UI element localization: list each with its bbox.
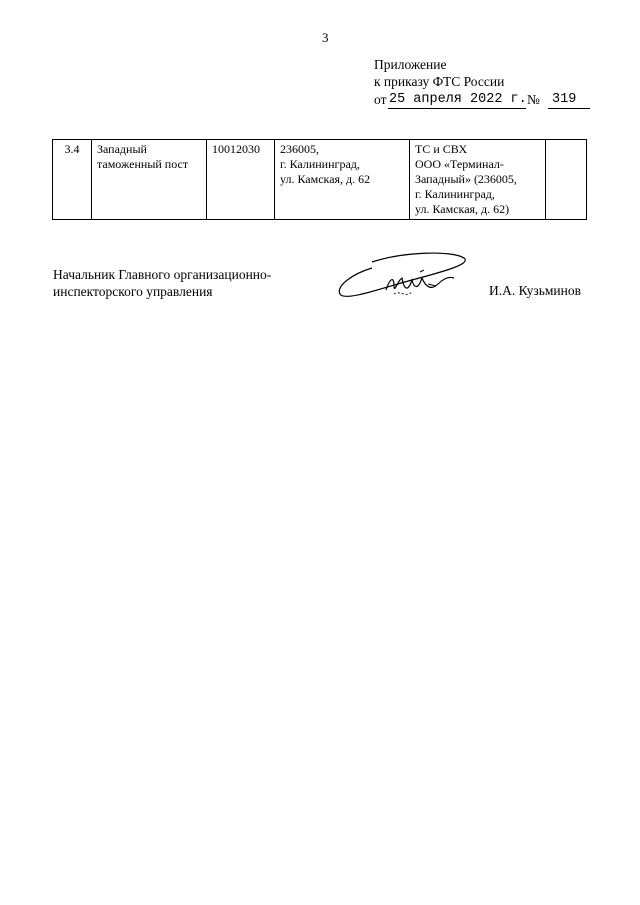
order-number-sign: № — [527, 92, 540, 107]
order-number: 319 — [552, 92, 577, 107]
order-date: 25 апреля 2022 г. — [389, 92, 527, 107]
cell-code: 10012030 — [207, 140, 275, 220]
appendix-title: Приложение — [374, 57, 447, 72]
order-prefix: от — [374, 92, 387, 107]
cell-post-name: Западный таможенный пост — [92, 140, 207, 220]
cell-num: 3.4 — [53, 140, 92, 220]
cell-address: 236005, г. Калининград, ул. Камская, д. 62 — [275, 140, 410, 220]
appendix-order-ref: к приказу ФТС России — [374, 74, 505, 89]
page-number: 3 — [322, 30, 329, 45]
date-underline — [388, 108, 526, 109]
number-underline — [548, 108, 590, 109]
appendix-header — [374, 56, 504, 90]
signatory-name: И.А. Кузьминов — [489, 283, 581, 298]
cell-extra — [546, 140, 587, 220]
handwritten-signature — [332, 250, 482, 310]
signatory-title: Начальник Главного организационно- инспекторского управления — [53, 267, 272, 299]
table-row — [53, 140, 587, 220]
order-date-line — [374, 92, 577, 108]
customs-table — [52, 139, 587, 220]
cell-warehouse: ТС и СВХ ООО «Терминал- Западный» (236005, г. Калининград, ул. Камская, д. 62) — [410, 140, 546, 220]
